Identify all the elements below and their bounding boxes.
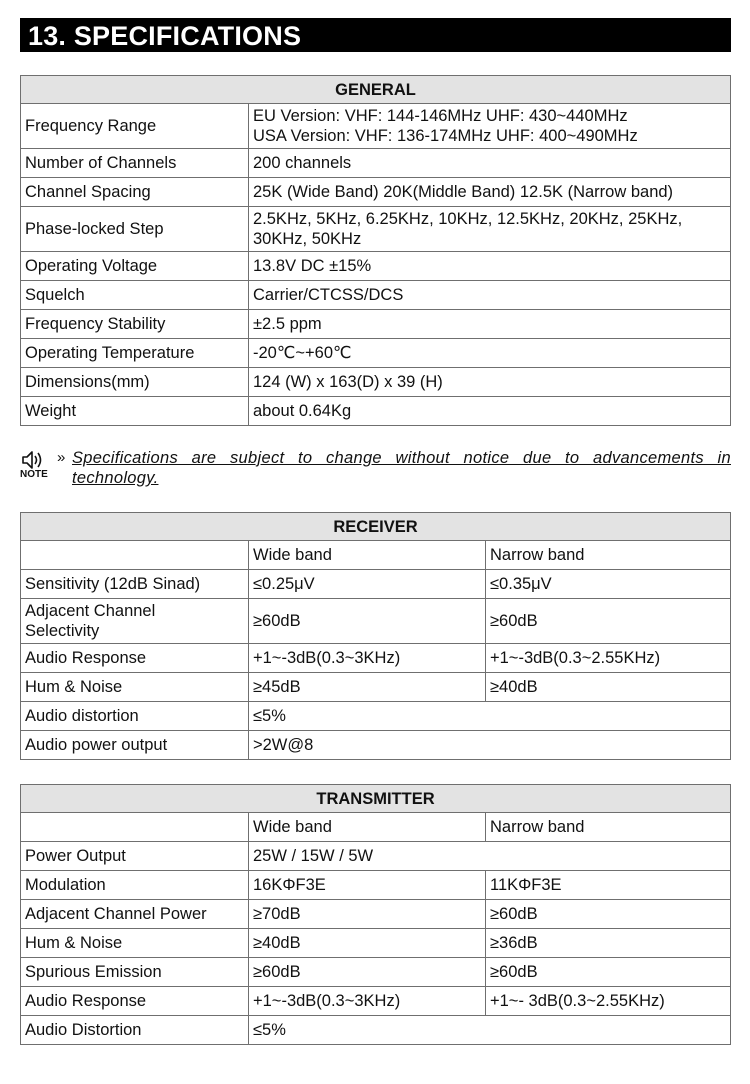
row-label: Power Output [21, 842, 249, 871]
table-row [21, 207, 731, 252]
row-label: Dimensions(mm) [21, 368, 249, 397]
row-label [21, 541, 249, 570]
row-label: Phase-locked Step [21, 207, 249, 252]
table-row [21, 149, 731, 178]
row-label: Spurious Emission [21, 958, 249, 987]
receiver-spec-table [20, 512, 731, 760]
table-row [21, 570, 731, 599]
row-value: 25W / 15W / 5W [249, 842, 731, 871]
table-row [21, 731, 731, 760]
table-row [21, 541, 731, 570]
receiver-table-header: RECEIVER [21, 513, 731, 541]
table-row [21, 673, 731, 702]
row-label: Audio Response [21, 644, 249, 673]
general-table-header: GENERAL [21, 76, 731, 104]
row-label-line: Selectivity [25, 622, 100, 640]
table-row [21, 368, 731, 397]
table-row [21, 929, 731, 958]
narrow-value: ≥36dB [486, 929, 731, 958]
row-label: Hum & Noise [21, 929, 249, 958]
wide-value: ≥70dB [249, 900, 486, 929]
row-label: Frequency Range [21, 104, 249, 149]
row-value-line: USA Version: VHF: 136-174MHz UHF: 400~490MHz [253, 127, 638, 145]
wide-value: +1~-3dB(0.3~3KHz) [249, 987, 486, 1016]
column-header-narrow: Narrow band [486, 541, 731, 570]
row-label: Operating Temperature [21, 339, 249, 368]
row-label: Audio distortion [21, 702, 249, 731]
transmitter-table-header: TRANSMITTER [21, 785, 731, 813]
row-label: Audio Distortion [21, 1016, 249, 1045]
row-label: Channel Spacing [21, 178, 249, 207]
narrow-value: ≥60dB [486, 900, 731, 929]
row-value: 124 (W) x 163(D) x 39 (H) [249, 368, 731, 397]
row-value: ±2.5 ppm [249, 310, 731, 339]
row-value: Carrier/CTCSS/DCS [249, 281, 731, 310]
wide-value: 16KΦF3E [249, 871, 486, 900]
row-value: ≤5% [249, 702, 731, 731]
transmitter-spec-table [20, 784, 731, 1045]
row-value-line: EU Version: VHF: 144-146MHz UHF: 430~440MHz [253, 107, 628, 125]
table-row [21, 842, 731, 871]
wide-value: +1~-3dB(0.3~3KHz) [249, 644, 486, 673]
note-box [20, 448, 731, 492]
row-label: Sensitivity (12dB Sinad) [21, 570, 249, 599]
general-spec-table [20, 75, 731, 426]
row-label [21, 599, 249, 644]
row-value-line: 30KHz, 50KHz [253, 230, 362, 248]
row-value: about 0.64Kg [249, 397, 731, 426]
table-row [21, 958, 731, 987]
row-label: Squelch [21, 281, 249, 310]
table-row [21, 310, 731, 339]
row-label-line: Adjacent Channel [25, 602, 156, 620]
row-label: Audio power output [21, 731, 249, 760]
row-value [249, 207, 731, 252]
table-row [21, 178, 731, 207]
table-row [21, 644, 731, 673]
row-label: Frequency Stability [21, 310, 249, 339]
row-value: 25K (Wide Band) 20K(Middle Band) 12.5K (Narrow band) [249, 178, 731, 207]
table-row [21, 702, 731, 731]
table-row [21, 339, 731, 368]
table-row [21, 1016, 731, 1045]
row-label [21, 813, 249, 842]
table-row [21, 813, 731, 842]
table-row [21, 599, 731, 644]
table-row [21, 252, 731, 281]
table-row [21, 104, 731, 149]
row-label: Hum & Noise [21, 673, 249, 702]
note-arrow-glyph: » [57, 449, 66, 466]
wide-value: ≥45dB [249, 673, 486, 702]
row-label: Operating Voltage [21, 252, 249, 281]
column-header-wide: Wide band [249, 541, 486, 570]
column-header-narrow: Narrow band [486, 813, 731, 842]
table-row [21, 871, 731, 900]
narrow-value: 11KΦF3E [486, 871, 731, 900]
row-label: Audio Response [21, 987, 249, 1016]
narrow-value: +1~-3dB(0.3~2.55KHz) [486, 644, 731, 673]
row-value: 200 channels [249, 149, 731, 178]
narrow-value: ≥60dB [486, 958, 731, 987]
wide-value: ≥40dB [249, 929, 486, 958]
narrow-value: ≥40dB [486, 673, 731, 702]
table-row [21, 281, 731, 310]
note-text: Specifications are subject to change without notice due to advancements in technology. [72, 449, 731, 487]
page-title: 13. SPECIFICATIONS [20, 18, 731, 52]
row-value: >2W@8 [249, 731, 731, 760]
narrow-value: ≥60dB [486, 599, 731, 644]
narrow-value: ≤0.35μV [486, 570, 731, 599]
row-label: Number of Channels [21, 149, 249, 178]
table-row [21, 900, 731, 929]
row-label: Weight [21, 397, 249, 426]
column-header-wide: Wide band [249, 813, 486, 842]
wide-value: ≤0.25μV [249, 570, 486, 599]
row-label: Adjacent Channel Power [21, 900, 249, 929]
row-value: -20℃~+60℃ [249, 339, 731, 368]
narrow-value: +1~- 3dB(0.3~2.55KHz) [486, 987, 731, 1016]
row-value-line: 2.5KHz, 5KHz, 6.25KHz, 10KHz, 12.5KHz, 20KHz, 25KHz, [253, 210, 683, 228]
note-label: NOTE [20, 469, 48, 480]
row-value: ≤5% [249, 1016, 731, 1045]
wide-value: ≥60dB [249, 599, 486, 644]
row-value: 13.8V DC ±15% [249, 252, 731, 281]
row-label: Modulation [21, 871, 249, 900]
row-value [249, 104, 731, 149]
wide-value: ≥60dB [249, 958, 486, 987]
table-row [21, 397, 731, 426]
table-row [21, 987, 731, 1016]
